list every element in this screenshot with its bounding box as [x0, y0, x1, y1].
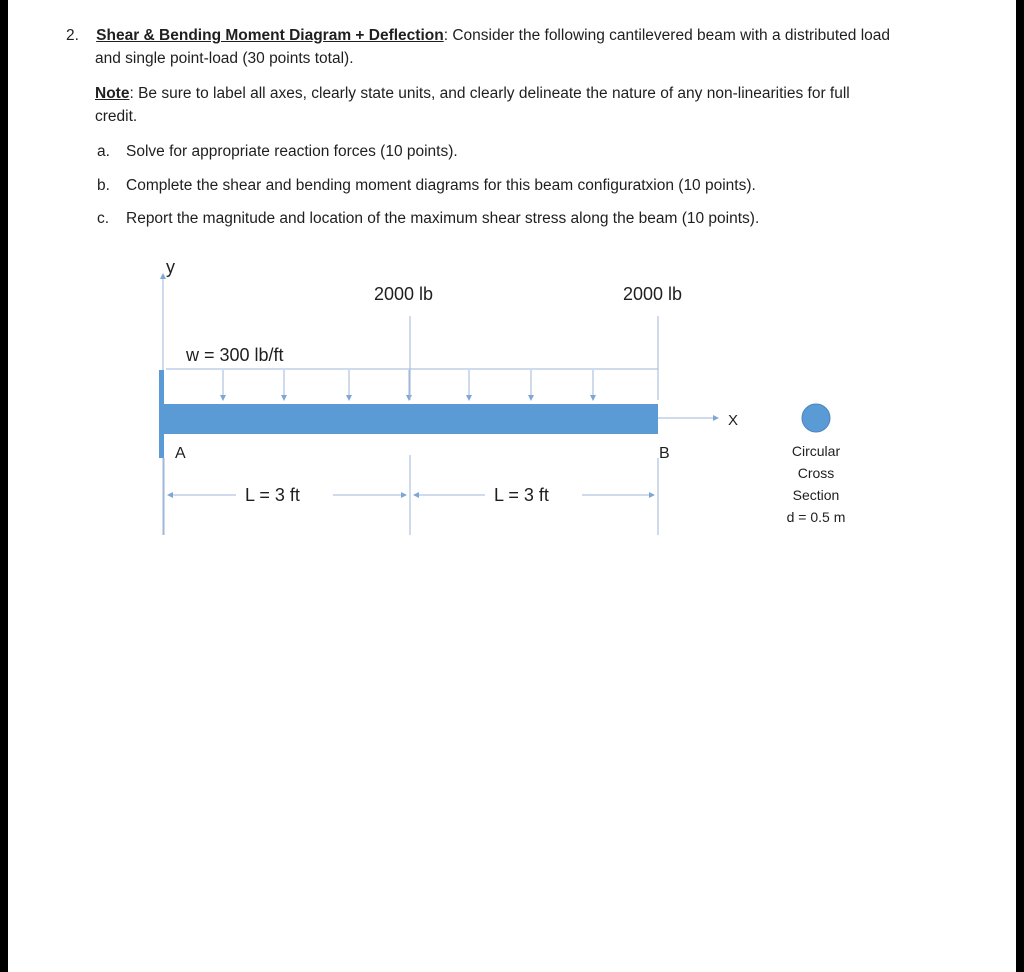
fixed-support [159, 370, 164, 458]
part-b-label: b. [97, 177, 110, 194]
beam-diagram [8, 250, 1016, 580]
y-axis-label: y [166, 257, 175, 277]
part-a [97, 142, 458, 162]
point-load-mid-label: 2000 lb [374, 284, 434, 304]
note-line2: credit. [95, 108, 138, 125]
note-text: : Be sure to label all axes, clearly state units, and clearly delineate the nature of any non-linearities for full [129, 85, 850, 102]
beam [164, 404, 658, 434]
cross-section-circle-icon [802, 404, 830, 432]
section-label-1: Circular [791, 443, 841, 459]
section-label-3: Section [792, 487, 840, 503]
problem-header [66, 26, 890, 46]
note-label: Note [95, 85, 130, 102]
problem-intro-line2: and single point-load (30 points total). [95, 50, 354, 67]
part-a-text: Solve for appropriate reaction forces (10 points). [126, 143, 458, 160]
end-label-b: B [659, 445, 670, 462]
span2-label: L = 3 ft [494, 485, 549, 505]
span1-label: L = 3 ft [245, 485, 300, 505]
support-label-a: A [175, 445, 186, 462]
problem-title: Shear & Bending Moment Diagram + Deflection [96, 27, 444, 44]
section-label-2: Cross [797, 465, 835, 481]
part-c-label: c. [97, 210, 110, 227]
part-a-label: a. [97, 143, 110, 160]
section-label-4: d = 0.5 m [786, 509, 846, 525]
distributed-load-label: w = 300 lb/ft [186, 345, 284, 365]
problem-number: 2. [66, 27, 79, 44]
point-load-end-label: 2000 lb [623, 284, 683, 304]
distributed-load-arrows [223, 370, 593, 400]
part-c-text: Report the magnitude and location of the maximum shear stress along the beam (10 points). [126, 210, 760, 227]
note-line [95, 84, 850, 104]
problem-intro: : Consider the following cantilevered beam with a distributed load [443, 27, 891, 44]
part-c [97, 209, 759, 229]
part-b [97, 176, 756, 196]
x-axis-label: X [728, 412, 739, 429]
part-b-text: Complete the shear and bending moment diagrams for this beam configuratxion (10 points). [126, 177, 756, 194]
document-page [8, 0, 1016, 972]
